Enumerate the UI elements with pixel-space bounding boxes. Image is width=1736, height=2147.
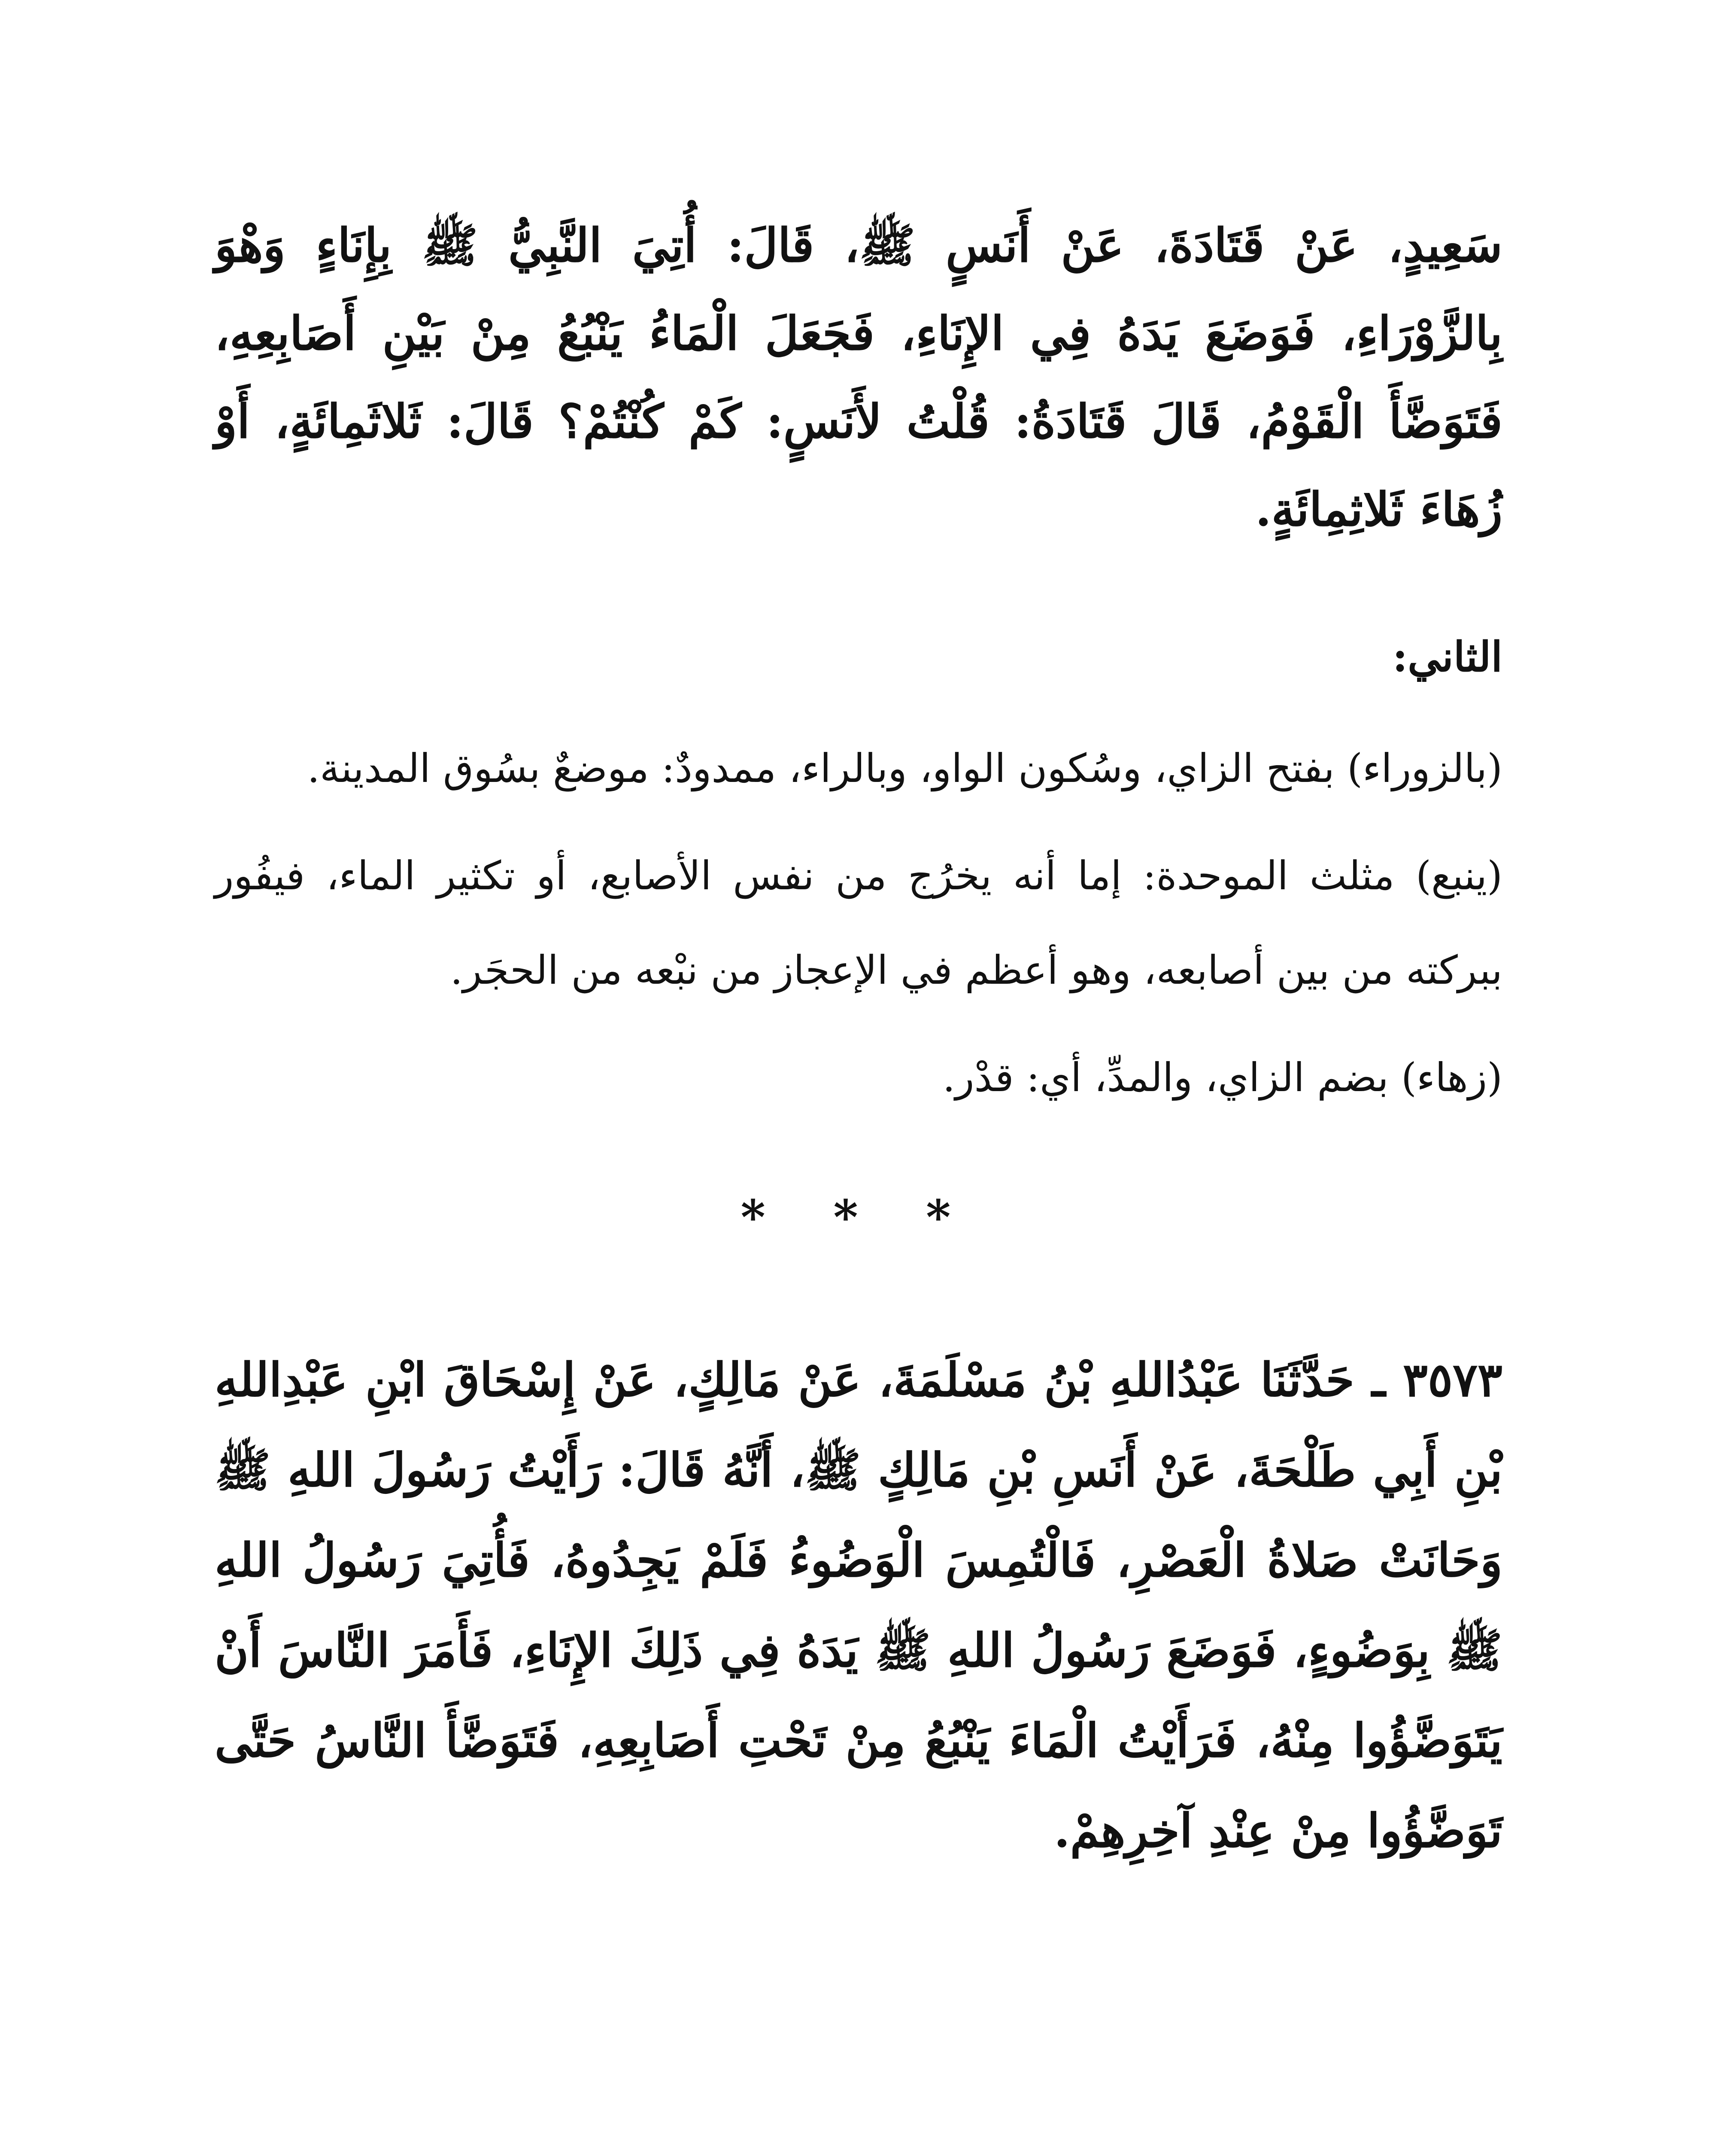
hadith-3573-text: ٣٥٧٣ ـ حَدَّثَنَا عَبْدُاللهِ بْنُ مَسْلَمَةَ، عَنْ مَالِكٍ، عَنْ إِسْحَاقَ ابْنِ عَبْدِاللهِ بْنِ أَبِي طَلْحَةَ، عَنْ أَنَسِ بْنِ مَالِكٍ ﷺ، أَنَّهُ قَالَ: رَأَيْتُ رَسُولَ اللهِ ﷺ وَحَانَتْ صَلاةُ الْعَصْرِ، فَالْتُمِسَ الْوَضُوءُ فَلَمْ يَجِدُوهُ، فَأُتِيَ رَسُولُ اللهِ ﷺ بِوَضُوءٍ، فَوَضَعَ رَسُولُ اللهِ ﷺ يَدَهُ فِي ذَلِكَ الإِنَاءِ، فَأَمَرَ النَّاسَ أَنْ يَتَوَضَّؤُوا مِنْهُ، فَرَأَيْتُ الْمَاءَ يَنْبُعُ مِنْ تَحْتِ أَصَابِعِهِ، فَتَوَضَّأَ النَّاسُ حَتَّى تَوَضَّؤُوا مِنْ عِنْدِ آخِرِهِمْ.	[215, 1353, 1502, 1858]
section-separator: * * *	[741, 1189, 977, 1245]
document-page	[215, 202, 1502, 2147]
note-zuhaa: (زهاء) بضم الزاي، والمدِّ، أي: قدْر.	[942, 1055, 1502, 1101]
hadith-continuation-text: سَعِيدٍ، عَنْ قَتَادَةَ، عَنْ أَنَسٍ ﷺ، قَالَ: أُتِيَ النَّبِيُّ ﷺ بِإِنَاءٍ وَهْوَ بِالزَّوْرَاءِ، فَوَضَعَ يَدَهُ فِي الإِنَاءِ، فَجَعَلَ الْمَاءُ يَنْبُعُ مِنْ بَيْنِ أَصَابِعِهِ، فَتَوَضَّأَ الْقَوْمُ، قَالَ قَتَادَةُ: قُلْتُ لأَنَسٍ: كَمْ كُنْتُمْ؟ قَالَ: ثَلاثَمِائَةٍ، أَوْ زُهَاءَ ثَلاثِمِائَةٍ.	[215, 219, 1502, 537]
note-zawra: (بالزوراء) بفتح الزاي، وسُكون الواو، وبالراء، ممدودٌ: موضعٌ بسُوق المدينة.	[307, 745, 1502, 791]
note-yanbu: (ينبع) مثلث الموحدة: إما أنه يخرُج من نفس الأصابع، أو تكثير الماء، فيفُور ببركته من بين أصابعه، وهو أعظم في الإعجاز من نبْعه من الحجَر.	[215, 853, 1502, 993]
section-heading: الثاني:	[1392, 633, 1502, 681]
